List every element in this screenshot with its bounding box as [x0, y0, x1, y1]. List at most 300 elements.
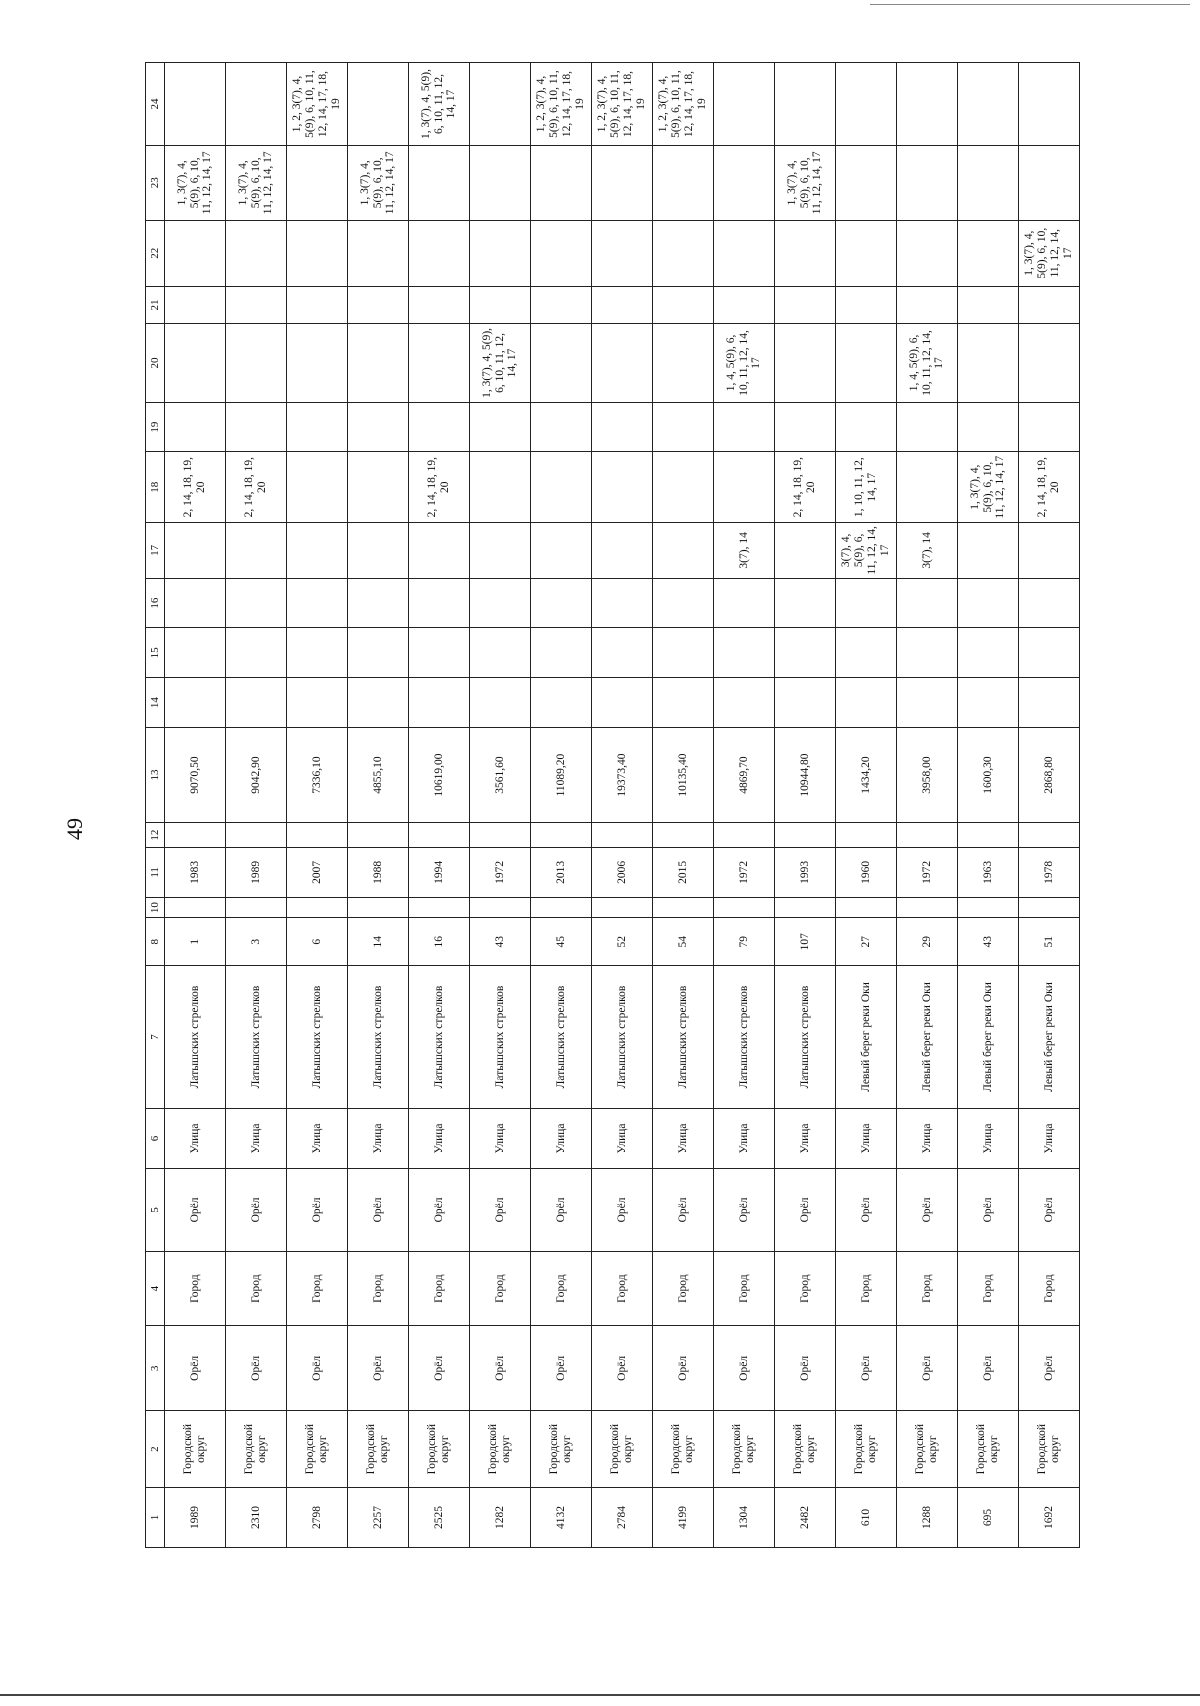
- table-cell-col-20: [348, 324, 409, 403]
- table-cell-col-16: [409, 578, 470, 628]
- table-cell-col-20: 1, 4, 5(9), 6, 10, 11, 12, 14, 17: [897, 324, 958, 403]
- table-row: [531, 63, 592, 1548]
- table-cell-col-4: Город: [592, 1251, 653, 1326]
- table-cell-col-15: [470, 628, 531, 678]
- table-cell-col-16: [531, 578, 592, 628]
- table-cell-col-18: [531, 452, 592, 522]
- table-cell-col-19: [897, 402, 958, 452]
- table-cell-col-20: 1, 4, 5(9), 6, 10, 11, 12, 14, 17: [714, 324, 775, 403]
- table-cell-col-24: 1, 2, 3(7), 4, 5(9), 6, 10, 11, 12, 14, 17, 18, 19: [653, 63, 714, 146]
- table-cell-col-2: Городской округ: [287, 1411, 348, 1488]
- table-cell-col-17: [409, 522, 470, 578]
- table-cell-col-22: [958, 220, 1019, 286]
- table-cell-col-15: [958, 628, 1019, 678]
- table-cell-col-4: Город: [531, 1251, 592, 1326]
- table-cell-col-5: Орёл: [836, 1169, 897, 1252]
- table-cell-col-15: [592, 628, 653, 678]
- table-cell-col-10: [531, 897, 592, 918]
- table-cell-col-17: 3(7), 4, 5(9), 6, 11, 12, 14, 17: [836, 522, 897, 578]
- page-number: 49: [62, 818, 87, 840]
- table-cell-col-6: Улица: [348, 1108, 409, 1168]
- table-cell-col-20: 1, 3(7), 4, 5(9), 6, 10, 11, 12, 14, 17: [470, 324, 531, 403]
- table-cell-col-24: [226, 63, 287, 146]
- table-cell-col-13: 4855,10: [348, 727, 409, 822]
- table-cell-col-10: [470, 897, 531, 918]
- table-cell-col-19: [958, 402, 1019, 452]
- table-cell-col-15: [165, 628, 226, 678]
- table-cell-col-5: Орёл: [897, 1169, 958, 1252]
- table-cell-col-19: [287, 402, 348, 452]
- table-cell-col-19: [714, 402, 775, 452]
- table-cell-col-17: [653, 522, 714, 578]
- table-cell-col-5: Орёл: [1019, 1169, 1080, 1252]
- bottom-scan-rule: [0, 1694, 1200, 1696]
- table-cell-col-14: [592, 678, 653, 728]
- table-cell-col-15: [714, 628, 775, 678]
- table-cell-col-8: 3: [226, 918, 287, 966]
- table-cell-col-13: 11089,20: [531, 727, 592, 822]
- column-number-14: 14: [146, 678, 165, 728]
- table-cell-col-18: [653, 452, 714, 522]
- table-cell-col-12: [836, 823, 897, 848]
- table-cell-col-22: [470, 220, 531, 286]
- column-number-22: 22: [146, 220, 165, 286]
- table-cell-col-14: [714, 678, 775, 728]
- table-cell-col-7: Левый берег реки Оки: [897, 966, 958, 1109]
- table-cell-col-13: 9070,50: [165, 727, 226, 822]
- table-cell-col-5: Орёл: [165, 1169, 226, 1252]
- table-cell-col-13: 19373,40: [592, 727, 653, 822]
- table-cell-col-3: Орёл: [958, 1326, 1019, 1411]
- table-cell-col-5: Орёл: [958, 1169, 1019, 1252]
- table-cell-col-18: 1, 10, 11, 12, 14, 17: [836, 452, 897, 522]
- table-cell-col-2: Городской округ: [897, 1411, 958, 1488]
- table-cell-col-18: 2, 14, 18, 19, 20: [409, 452, 470, 522]
- table-cell-col-24: [165, 63, 226, 146]
- table-cell-col-22: [897, 220, 958, 286]
- table-cell-col-11: 2007: [287, 848, 348, 898]
- table-cell-col-13: 9042,90: [226, 727, 287, 822]
- table-cell-col-2: Городской округ: [165, 1411, 226, 1488]
- table-cell-col-6: Улица: [897, 1108, 958, 1168]
- table-cell-col-16: [470, 578, 531, 628]
- table-row: [470, 63, 531, 1548]
- table-row: [226, 63, 287, 1548]
- table-cell-col-18: [897, 452, 958, 522]
- table-cell-col-17: [226, 522, 287, 578]
- table-cell-col-19: [836, 402, 897, 452]
- table-cell-col-16: [958, 578, 1019, 628]
- table-cell-col-16: [226, 578, 287, 628]
- table-cell-col-6: Улица: [714, 1108, 775, 1168]
- table-cell-col-20: [287, 324, 348, 403]
- table-cell-col-24: 1, 3(7), 4, 5(9), 6, 10, 11, 12, 14, 17: [409, 63, 470, 146]
- table-cell-col-13: 10619,00: [409, 727, 470, 822]
- table-body: [165, 63, 1080, 1548]
- table-cell-col-11: 1972: [470, 848, 531, 898]
- table-cell-col-18: 2, 14, 18, 19, 20: [1019, 452, 1080, 522]
- table-row: [592, 63, 653, 1548]
- table-cell-col-22: [409, 220, 470, 286]
- table-cell-col-8: 1: [165, 918, 226, 966]
- table-row: [775, 63, 836, 1548]
- table-cell-col-6: Улица: [836, 1108, 897, 1168]
- table-cell-col-24: [470, 63, 531, 146]
- table-cell-col-11: 2015: [653, 848, 714, 898]
- table-cell-col-15: [897, 628, 958, 678]
- table-cell-col-3: Орёл: [531, 1326, 592, 1411]
- table-cell-col-12: [714, 823, 775, 848]
- table-cell-col-13: 10944,80: [775, 727, 836, 822]
- table-cell-col-21: [592, 286, 653, 323]
- table-cell-col-2: Городской округ: [653, 1411, 714, 1488]
- table-cell-col-6: Улица: [653, 1108, 714, 1168]
- table-cell-col-20: [775, 324, 836, 403]
- table-cell-col-13: 10135,40: [653, 727, 714, 822]
- table-cell-col-18: [470, 452, 531, 522]
- table-cell-col-4: Город: [409, 1251, 470, 1326]
- table-cell-col-16: [897, 578, 958, 628]
- table-cell-col-4: Город: [348, 1251, 409, 1326]
- table-cell-col-17: [165, 522, 226, 578]
- table-cell-col-12: [958, 823, 1019, 848]
- column-number-23: 23: [146, 146, 165, 221]
- table-cell-col-22: [165, 220, 226, 286]
- table-cell-col-2: Городской округ: [531, 1411, 592, 1488]
- table-cell-col-11: 1989: [226, 848, 287, 898]
- table-cell-col-14: [897, 678, 958, 728]
- table-cell-col-24: [836, 63, 897, 146]
- table-cell-col-5: Орёл: [592, 1169, 653, 1252]
- table-cell-col-1: 4199: [653, 1487, 714, 1547]
- table-cell-col-8: 107: [775, 918, 836, 966]
- table-cell-col-10: [287, 897, 348, 918]
- table-cell-col-12: [592, 823, 653, 848]
- table-cell-col-6: Улица: [409, 1108, 470, 1168]
- table-cell-col-11: 2013: [531, 848, 592, 898]
- table-cell-col-2: Городской округ: [775, 1411, 836, 1488]
- table-cell-col-19: [1019, 402, 1080, 452]
- table-cell-col-18: 2, 14, 18, 19, 20: [775, 452, 836, 522]
- table-cell-col-22: [592, 220, 653, 286]
- table-cell-col-2: Городской округ: [348, 1411, 409, 1488]
- table-cell-col-1: 1288: [897, 1487, 958, 1547]
- table-cell-col-23: [714, 146, 775, 221]
- table-cell-col-14: [226, 678, 287, 728]
- column-number-20: 20: [146, 324, 165, 403]
- table-cell-col-3: Орёл: [836, 1326, 897, 1411]
- table-cell-col-4: Город: [287, 1251, 348, 1326]
- table-cell-col-10: [958, 897, 1019, 918]
- table-cell-col-4: Город: [775, 1251, 836, 1326]
- table-cell-col-22: [531, 220, 592, 286]
- table-cell-col-5: Орёл: [470, 1169, 531, 1252]
- table-cell-col-11: 1978: [1019, 848, 1080, 898]
- table-cell-col-19: [409, 402, 470, 452]
- table-cell-col-6: Улица: [958, 1108, 1019, 1168]
- table-cell-col-1: 1692: [1019, 1487, 1080, 1547]
- table-cell-col-18: 2, 14, 18, 19, 20: [226, 452, 287, 522]
- table-cell-col-16: [775, 578, 836, 628]
- table-cell-col-11: 1993: [775, 848, 836, 898]
- column-number-18: 18: [146, 452, 165, 522]
- table-cell-col-19: [226, 402, 287, 452]
- table-cell-col-6: Улица: [775, 1108, 836, 1168]
- table-cell-col-2: Городской округ: [1019, 1411, 1080, 1488]
- table-cell-col-18: [592, 452, 653, 522]
- column-number-row: [146, 63, 165, 1548]
- table-cell-col-23: [470, 146, 531, 221]
- column-number-21: 21: [146, 286, 165, 323]
- housing-register-table: [145, 62, 1080, 1548]
- table-cell-col-5: Орёл: [653, 1169, 714, 1252]
- table-cell-col-19: [653, 402, 714, 452]
- table-cell-col-14: [348, 678, 409, 728]
- table-cell-col-12: [226, 823, 287, 848]
- table-cell-col-2: Городской округ: [592, 1411, 653, 1488]
- table-cell-col-2: Городской округ: [226, 1411, 287, 1488]
- table-cell-col-16: [653, 578, 714, 628]
- column-number-24: 24: [146, 63, 165, 146]
- table-cell-col-7: Латышских стрелков: [592, 966, 653, 1109]
- table-cell-col-17: 3(7), 14: [897, 522, 958, 578]
- table-cell-col-21: [287, 286, 348, 323]
- table-cell-col-22: 1, 3(7), 4, 5(9), 6, 10, 11, 12, 14, 17: [1019, 220, 1080, 286]
- table-row: [165, 63, 226, 1548]
- table-cell-col-14: [470, 678, 531, 728]
- table-cell-col-4: Город: [714, 1251, 775, 1326]
- table-cell-col-10: [897, 897, 958, 918]
- table-cell-col-21: [348, 286, 409, 323]
- table-cell-col-21: [714, 286, 775, 323]
- table-row: [1019, 63, 1080, 1548]
- table-cell-col-7: Левый берег реки Оки: [1019, 966, 1080, 1109]
- table-cell-col-21: [836, 286, 897, 323]
- table-cell-col-21: [165, 286, 226, 323]
- table-cell-col-1: 2525: [409, 1487, 470, 1547]
- table-cell-col-13: 3958,00: [897, 727, 958, 822]
- table-cell-col-14: [1019, 678, 1080, 728]
- table-cell-col-21: [226, 286, 287, 323]
- table-cell-col-10: [1019, 897, 1080, 918]
- table-cell-col-3: Орёл: [165, 1326, 226, 1411]
- table-cell-col-14: [409, 678, 470, 728]
- table-cell-col-7: Латышских стрелков: [348, 966, 409, 1109]
- table-row: [653, 63, 714, 1548]
- table-cell-col-15: [653, 628, 714, 678]
- table-cell-col-15: [1019, 628, 1080, 678]
- table-cell-col-11: 1963: [958, 848, 1019, 898]
- table-cell-col-21: [1019, 286, 1080, 323]
- column-number-1: 1: [146, 1487, 165, 1547]
- table-cell-col-3: Орёл: [653, 1326, 714, 1411]
- table-cell-col-11: 1960: [836, 848, 897, 898]
- table-cell-col-20: [836, 324, 897, 403]
- table-cell-col-22: [653, 220, 714, 286]
- top-scan-rule: [870, 4, 1190, 5]
- table-cell-col-14: [958, 678, 1019, 728]
- table-cell-col-14: [836, 678, 897, 728]
- table-cell-col-12: [348, 823, 409, 848]
- table-cell-col-20: [226, 324, 287, 403]
- table-cell-col-14: [653, 678, 714, 728]
- table-cell-col-11: 2006: [592, 848, 653, 898]
- table-cell-col-1: 2257: [348, 1487, 409, 1547]
- table-cell-col-24: 1, 2, 3(7), 4, 5(9), 6, 10, 11, 12, 14, 17, 18, 19: [531, 63, 592, 146]
- table-cell-col-22: [836, 220, 897, 286]
- table-cell-col-11: 1994: [409, 848, 470, 898]
- table-cell-col-14: [775, 678, 836, 728]
- table-cell-col-4: Город: [1019, 1251, 1080, 1326]
- table-cell-col-8: 14: [348, 918, 409, 966]
- table-cell-col-7: Латышских стрелков: [165, 966, 226, 1109]
- table-cell-col-7: Латышских стрелков: [287, 966, 348, 1109]
- table-cell-col-16: [165, 578, 226, 628]
- table-cell-col-23: [592, 146, 653, 221]
- table-cell-col-8: 51: [1019, 918, 1080, 966]
- table-cell-col-1: 2784: [592, 1487, 653, 1547]
- table-cell-col-17: [592, 522, 653, 578]
- table-cell-col-11: 1972: [897, 848, 958, 898]
- table-cell-col-1: 4132: [531, 1487, 592, 1547]
- table-cell-col-11: 1988: [348, 848, 409, 898]
- table-cell-col-8: 79: [714, 918, 775, 966]
- table-cell-col-22: [714, 220, 775, 286]
- column-number-13: 13: [146, 727, 165, 822]
- table-cell-col-2: Городской округ: [958, 1411, 1019, 1488]
- table-cell-col-23: [958, 146, 1019, 221]
- table-cell-col-20: [592, 324, 653, 403]
- table-cell-col-10: [775, 897, 836, 918]
- table-cell-col-23: 1, 3(7), 4, 5(9), 6, 10, 11, 12, 14, 17: [165, 146, 226, 221]
- table-cell-col-24: [897, 63, 958, 146]
- table-cell-col-12: [470, 823, 531, 848]
- table-cell-col-1: 1989: [165, 1487, 226, 1547]
- table-cell-col-18: 2, 14, 18, 19, 20: [165, 452, 226, 522]
- table-cell-col-17: [348, 522, 409, 578]
- table-cell-col-7: Латышских стрелков: [226, 966, 287, 1109]
- table-cell-col-20: [958, 324, 1019, 403]
- table-cell-col-7: Латышских стрелков: [775, 966, 836, 1109]
- table-cell-col-3: Орёл: [897, 1326, 958, 1411]
- table-cell-col-13: 2868,80: [1019, 727, 1080, 822]
- table-cell-col-7: Латышских стрелков: [531, 966, 592, 1109]
- table-cell-col-1: 610: [836, 1487, 897, 1547]
- table-cell-col-7: Латышских стрелков: [653, 966, 714, 1109]
- table-cell-col-4: Город: [470, 1251, 531, 1326]
- table-cell-col-22: [287, 220, 348, 286]
- table-cell-col-13: 3561,60: [470, 727, 531, 822]
- table-cell-col-3: Орёл: [775, 1326, 836, 1411]
- table-cell-col-7: Латышских стрелков: [409, 966, 470, 1109]
- table-cell-col-15: [775, 628, 836, 678]
- table-row: [958, 63, 1019, 1548]
- table-cell-col-21: [958, 286, 1019, 323]
- table-cell-col-8: 54: [653, 918, 714, 966]
- column-number-3: 3: [146, 1326, 165, 1411]
- table-cell-col-1: 2310: [226, 1487, 287, 1547]
- table-cell-col-16: [1019, 578, 1080, 628]
- table-cell-col-23: [409, 146, 470, 221]
- table-cell-col-6: Улица: [592, 1108, 653, 1168]
- table-cell-col-18: [287, 452, 348, 522]
- table-cell-col-5: Орёл: [287, 1169, 348, 1252]
- table-cell-col-23: [531, 146, 592, 221]
- table-cell-col-19: [470, 402, 531, 452]
- table-cell-col-21: [409, 286, 470, 323]
- table-cell-col-4: Город: [226, 1251, 287, 1326]
- table-cell-col-8: 27: [836, 918, 897, 966]
- table-cell-col-3: Орёл: [592, 1326, 653, 1411]
- table-cell-col-23: [287, 146, 348, 221]
- table-cell-col-16: [592, 578, 653, 628]
- table-cell-col-18: [348, 452, 409, 522]
- table-cell-col-1: 1282: [470, 1487, 531, 1547]
- table-cell-col-19: [775, 402, 836, 452]
- table-cell-col-19: [592, 402, 653, 452]
- table-cell-col-7: Левый берег реки Оки: [836, 966, 897, 1109]
- table-cell-col-23: [836, 146, 897, 221]
- table-cell-col-5: Орёл: [348, 1169, 409, 1252]
- table-cell-col-19: [531, 402, 592, 452]
- table-cell-col-15: [348, 628, 409, 678]
- column-number-10: 10: [146, 897, 165, 918]
- table-cell-col-3: Орёл: [409, 1326, 470, 1411]
- table-cell-col-5: Орёл: [714, 1169, 775, 1252]
- table-cell-col-6: Улица: [531, 1108, 592, 1168]
- table-cell-col-16: [836, 578, 897, 628]
- table-cell-col-24: [958, 63, 1019, 146]
- table-row: [348, 63, 409, 1548]
- table-cell-col-3: Орёл: [287, 1326, 348, 1411]
- table-cell-col-23: 1, 3(7), 4, 5(9), 6, 10, 11, 12, 14, 17: [226, 146, 287, 221]
- table-cell-col-19: [348, 402, 409, 452]
- table-cell-col-2: Городской округ: [409, 1411, 470, 1488]
- table-cell-col-4: Город: [836, 1251, 897, 1326]
- table-cell-col-17: 3(7), 14: [714, 522, 775, 578]
- table-cell-col-1: 2798: [287, 1487, 348, 1547]
- table-cell-col-20: [165, 324, 226, 403]
- table-cell-col-24: [714, 63, 775, 146]
- table-cell-col-3: Орёл: [226, 1326, 287, 1411]
- table-cell-col-10: [226, 897, 287, 918]
- table-cell-col-12: [165, 823, 226, 848]
- table-cell-col-7: Левый берег реки Оки: [958, 966, 1019, 1109]
- table-cell-col-21: [470, 286, 531, 323]
- table-cell-col-7: Латышских стрелков: [714, 966, 775, 1109]
- table-cell-col-2: Городской округ: [836, 1411, 897, 1488]
- table-cell-col-22: [348, 220, 409, 286]
- table-cell-col-13: 4869,70: [714, 727, 775, 822]
- table-cell-col-22: [226, 220, 287, 286]
- table-cell-col-14: [165, 678, 226, 728]
- column-number-11: 11: [146, 848, 165, 898]
- table-cell-col-21: [775, 286, 836, 323]
- column-number-2: 2: [146, 1411, 165, 1488]
- column-number-6: 6: [146, 1108, 165, 1168]
- table-cell-col-6: Улица: [226, 1108, 287, 1168]
- table-cell-col-8: 6: [287, 918, 348, 966]
- table-cell-col-15: [531, 628, 592, 678]
- table-row: [836, 63, 897, 1548]
- table-cell-col-2: Городской округ: [714, 1411, 775, 1488]
- housing-register-table-rotated: [145, 62, 1074, 1548]
- table-cell-col-13: 1600,30: [958, 727, 1019, 822]
- table-cell-col-6: Улица: [1019, 1108, 1080, 1168]
- table-cell-col-3: Орёл: [1019, 1326, 1080, 1411]
- table-cell-col-21: [897, 286, 958, 323]
- column-number-17: 17: [146, 522, 165, 578]
